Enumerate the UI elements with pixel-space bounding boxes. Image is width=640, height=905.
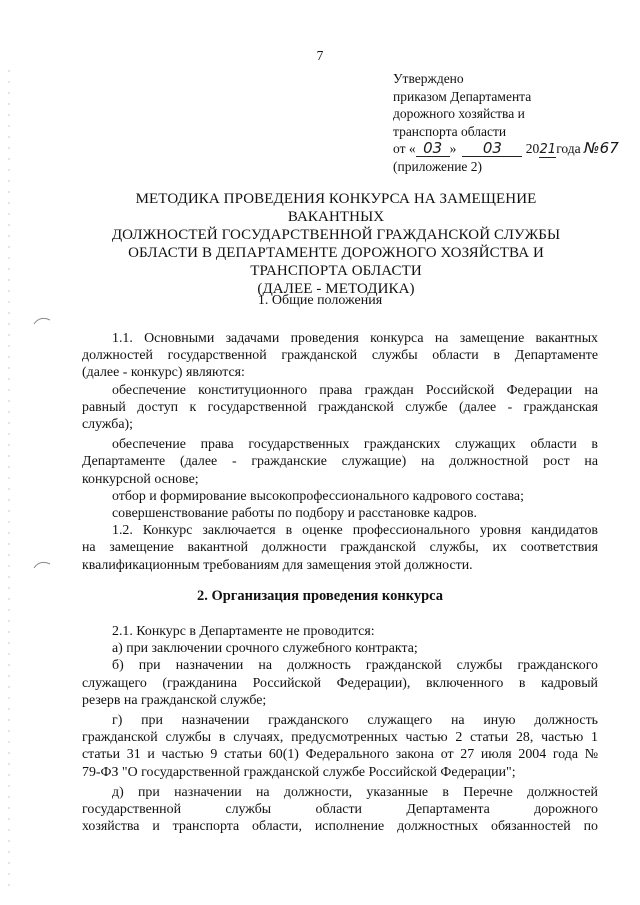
approval-line: приказом Департамента (393, 88, 532, 104)
date-year-word: года (556, 141, 581, 156)
text-line: отбор и формирование высокопрофессионального кадрового состава; (112, 488, 524, 504)
approval-stamp-block (393, 70, 638, 176)
text-line: 2.1. Конкурс в Департаменте не проводится: (112, 624, 375, 639)
text-line: (далее - конкурс) являются: (82, 365, 245, 381)
text-line: квалификационным требованиям для замещения этой должности. (82, 557, 473, 573)
text-line: равный доступ к государственной гражданской службе (далее - гражданская (82, 399, 598, 415)
approval-line: транспорта области (393, 123, 507, 139)
approval-line: дорожного хозяйства и (393, 106, 525, 121)
text-line: статьи 31 и частью 9 статьи 60(1) Федерального закона от 27 июля 2004 года № (82, 747, 598, 763)
text-line: хозяйства и транспорта области, исполнение должностных обязанностей по (82, 819, 598, 835)
text-line: а) при заключении срочного служебного контракта; (112, 641, 418, 657)
text-line: обеспечение конституционного права граждан Российской Федерации на (112, 382, 598, 398)
date-day-close: » (449, 141, 457, 156)
section-body-organization (82, 623, 598, 835)
scan-gutter-marks (8, 70, 10, 890)
date-from-prefix: от « (393, 141, 416, 156)
date-year-handwritten: 21 (539, 142, 556, 157)
date-month-handwritten: 03 (462, 141, 522, 157)
text-line: совершенствование работы по подбору и расстановке кадров. (112, 506, 478, 522)
text-line: служба); (82, 417, 133, 433)
text-line: Департаменте (далее - гражданские служащие) на должностной рост на (82, 454, 598, 470)
approval-date-line (393, 140, 638, 158)
text-line: государственной службы области Департамента дорожного (82, 802, 598, 818)
text-line: конкурсной основе; (82, 471, 199, 487)
date-day-handwritten: 03 (416, 141, 450, 157)
section-heading-general: 1. Общие положения (257, 293, 383, 308)
text-line: 1.2. Конкурс заключается в оценке профессионального уровня кандидатов (112, 523, 598, 539)
text-line: гражданской службы в случаях, предусмотренных частью 2 статьи 28, частью 1 (82, 730, 598, 746)
date-year-prefix: 20 (525, 141, 540, 156)
title-line: ДОЛЖНОСТЕЙ ГОСУДАРСТВЕННОЙ ГРАЖДАНСКОЙ СЛУЖБЫ (111, 227, 561, 243)
margin-pencil-mark (33, 316, 51, 326)
title-line: МЕТОДИКА ПРОВЕДЕНИЯ КОНКУРСА НА ЗАМЕЩЕНИЕ ВАКАНТНЫХ (135, 191, 537, 225)
document-title (86, 190, 586, 298)
text-line: 1.1. Основными задачами проведения конкурса на замещение вакантных (112, 331, 598, 346)
text-line: служащего (гражданина Российской Федерации), включенного в кадровый (82, 675, 598, 691)
section-heading-organization: 2. Организация проведения конкурса (196, 588, 444, 604)
text-line: на замещение вакантной должности гражданской службы, их соответствия (82, 540, 598, 556)
title-line: ТРАНСПОРТА ОБЛАСТИ (250, 263, 422, 279)
title-line: (ДАЛЕЕ - МЕТОДИКА) (257, 281, 415, 297)
order-number-handwritten: №67 (584, 139, 619, 157)
page-number: 7 (316, 48, 324, 63)
margin-pencil-mark (33, 560, 51, 570)
approval-appendix: (приложение 2) (393, 159, 483, 174)
text-line: 79-ФЗ "О государственной гражданской службе Российской Федерации"; (82, 764, 516, 780)
text-line: должностей государственной гражданской службы области в Департаменте (82, 348, 598, 364)
text-line: б) при назначении на должность гражданской службы гражданского (112, 658, 598, 674)
title-line: ОБЛАСТИ В ДЕПАРТАМЕНТЕ ДОРОЖНОГО ХОЗЯЙСТВА И (128, 245, 544, 261)
text-line: обеспечение права государственных гражданских служащих области в (112, 437, 598, 453)
text-line: резерв на гражданской службе; (82, 692, 267, 708)
approval-line: Утверждено (393, 71, 464, 86)
text-line: г) при назначении гражданского служащего на иную должность (112, 713, 598, 729)
section-body-general (82, 330, 598, 574)
text-line: д) при назначении на должности, указанные в Перечне должностей (112, 784, 598, 800)
